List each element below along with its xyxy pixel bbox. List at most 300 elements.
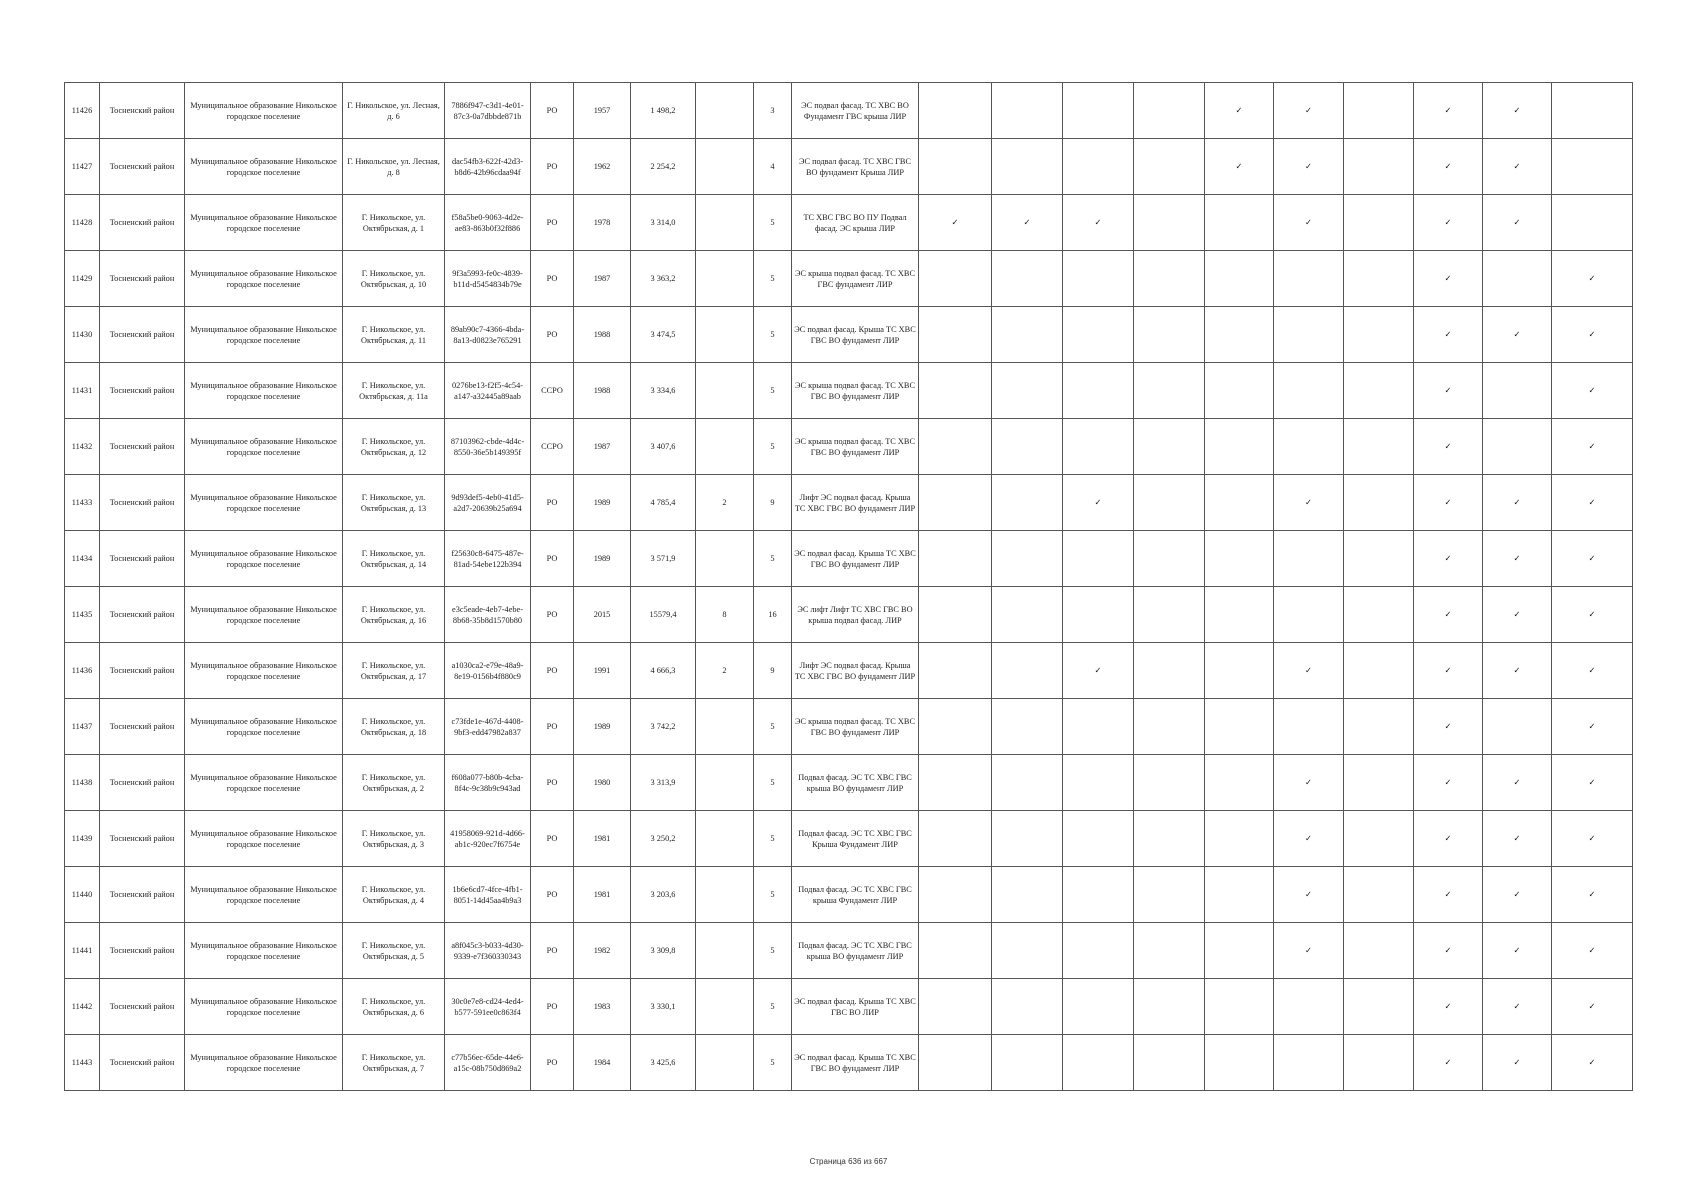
check-cell-7 bbox=[1344, 251, 1414, 307]
row-id-cell: 11443 bbox=[65, 1035, 100, 1091]
checkmark-icon: ✓ bbox=[1414, 83, 1483, 139]
build-year-cell: 1987 bbox=[574, 419, 631, 475]
check-cell-5 bbox=[1205, 475, 1274, 531]
planned-works-cell: Подвал фасад. ЭС ТС ХВС ГВС крыша Фундамент ЛИР bbox=[792, 867, 919, 923]
check-cell-7 bbox=[1344, 587, 1414, 643]
elevator-count-cell bbox=[696, 139, 754, 195]
municipality-cell: Муниципальное образование Никольское городское поселение bbox=[185, 643, 343, 699]
check-cell-5 bbox=[1205, 363, 1274, 419]
address-cell: Г. Никольское, ул. Октябрьская, д. 12 bbox=[343, 419, 445, 475]
check-cell-4 bbox=[1134, 643, 1205, 699]
check-cell-3 bbox=[1063, 755, 1134, 811]
area-cell: 15579,4 bbox=[631, 587, 696, 643]
check-cell-3 bbox=[1063, 419, 1134, 475]
district-cell: Тосненский район bbox=[100, 195, 185, 251]
area-cell: 3 330,1 bbox=[631, 979, 696, 1035]
check-cell-2 bbox=[992, 643, 1063, 699]
checkmark-icon: ✓ bbox=[1205, 139, 1274, 195]
elevator-count-cell bbox=[696, 699, 754, 755]
floors-cell: 9 bbox=[754, 475, 792, 531]
checkmark-icon: ✓ bbox=[1552, 363, 1633, 419]
check-cell-4 bbox=[1134, 1035, 1205, 1091]
elevator-count-cell bbox=[696, 979, 754, 1035]
check-cell-2 bbox=[992, 1035, 1063, 1091]
elevator-count-cell: 8 bbox=[696, 587, 754, 643]
guid-cell: 7886f947-c3d1-4e01-87c3-0a7dbbde871b bbox=[445, 83, 531, 139]
check-cell-4 bbox=[1134, 811, 1205, 867]
check-cell-7 bbox=[1344, 811, 1414, 867]
check-cell-1 bbox=[919, 755, 992, 811]
checkmark-icon: ✓ bbox=[1414, 307, 1483, 363]
checkmark-icon: ✓ bbox=[1483, 587, 1552, 643]
elevator-count-cell bbox=[696, 811, 754, 867]
address-cell: Г. Никольское, ул. Октябрьская, д. 4 bbox=[343, 867, 445, 923]
check-cell-10 bbox=[1552, 139, 1633, 195]
area-cell: 3 334,6 bbox=[631, 363, 696, 419]
check-cell-1 bbox=[919, 643, 992, 699]
checkmark-icon: ✓ bbox=[1414, 531, 1483, 587]
elevator-count-cell bbox=[696, 1035, 754, 1091]
row-id-cell: 11432 bbox=[65, 419, 100, 475]
check-cell-7 bbox=[1344, 979, 1414, 1035]
fund-type-cell: РО bbox=[531, 139, 574, 195]
floors-cell: 5 bbox=[754, 1035, 792, 1091]
elevator-count-cell bbox=[696, 195, 754, 251]
check-cell-2 bbox=[992, 699, 1063, 755]
address-cell: Г. Никольское, ул. Октябрьская, д. 18 bbox=[343, 699, 445, 755]
check-cell-4 bbox=[1134, 419, 1205, 475]
check-cell-3 bbox=[1063, 811, 1134, 867]
table-row bbox=[65, 139, 1633, 195]
row-id-cell: 11437 bbox=[65, 699, 100, 755]
check-cell-10 bbox=[1552, 83, 1633, 139]
check-cell-3 bbox=[1063, 867, 1134, 923]
check-cell-4 bbox=[1134, 587, 1205, 643]
check-cell-5 bbox=[1205, 1035, 1274, 1091]
check-cell-1 bbox=[919, 251, 992, 307]
check-cell-4 bbox=[1134, 699, 1205, 755]
address-cell: Г. Никольское, ул. Октябрьская, д. 1 bbox=[343, 195, 445, 251]
check-cell-4 bbox=[1134, 307, 1205, 363]
municipality-cell: Муниципальное образование Никольское городское поселение bbox=[185, 923, 343, 979]
address-cell: Г. Никольское, ул. Октябрьская, д. 5 bbox=[343, 923, 445, 979]
check-cell-1 bbox=[919, 363, 992, 419]
guid-cell: 0276be13-f2f5-4c54-a147-a32445a89aab bbox=[445, 363, 531, 419]
checkmark-icon: ✓ bbox=[1483, 811, 1552, 867]
check-cell-4 bbox=[1134, 531, 1205, 587]
checkmark-icon: ✓ bbox=[1483, 755, 1552, 811]
check-cell-7 bbox=[1344, 419, 1414, 475]
municipality-cell: Муниципальное образование Никольское городское поселение bbox=[185, 699, 343, 755]
build-year-cell: 1989 bbox=[574, 699, 631, 755]
district-cell: Тосненский район bbox=[100, 531, 185, 587]
municipality-cell: Муниципальное образование Никольское городское поселение bbox=[185, 1035, 343, 1091]
check-cell-7 bbox=[1344, 83, 1414, 139]
check-cell-5 bbox=[1205, 587, 1274, 643]
guid-cell: 87103962-cbde-4d4c-8550-36e5b149395f bbox=[445, 419, 531, 475]
checkmark-icon: ✓ bbox=[1483, 475, 1552, 531]
check-cell-7 bbox=[1344, 867, 1414, 923]
municipality-cell: Муниципальное образование Никольское городское поселение bbox=[185, 755, 343, 811]
municipality-cell: Муниципальное образование Никольское городское поселение bbox=[185, 195, 343, 251]
fund-type-cell: РО bbox=[531, 755, 574, 811]
area-cell: 3 407,6 bbox=[631, 419, 696, 475]
elevator-count-cell bbox=[696, 755, 754, 811]
municipality-cell: Муниципальное образование Никольское городское поселение bbox=[185, 307, 343, 363]
checkmark-icon: ✓ bbox=[1274, 755, 1344, 811]
guid-cell: 1b6e6cd7-4fce-4fb1-8051-14d45aa4b9a3 bbox=[445, 867, 531, 923]
elevator-count-cell bbox=[696, 251, 754, 307]
check-cell-3 bbox=[1063, 139, 1134, 195]
check-cell-3 bbox=[1063, 83, 1134, 139]
table-row bbox=[65, 587, 1633, 643]
check-cell-2 bbox=[992, 531, 1063, 587]
floors-cell: 4 bbox=[754, 139, 792, 195]
table-row bbox=[65, 1035, 1633, 1091]
checkmark-icon: ✓ bbox=[1274, 83, 1344, 139]
planned-works-cell: ТС ХВС ГВС ВО ПУ Подвал фасад. ЭС крыша ЛИР bbox=[792, 195, 919, 251]
check-cell-2 bbox=[992, 867, 1063, 923]
check-cell-4 bbox=[1134, 139, 1205, 195]
checkmark-icon: ✓ bbox=[1552, 475, 1633, 531]
check-cell-10 bbox=[1552, 195, 1633, 251]
build-year-cell: 1989 bbox=[574, 475, 631, 531]
table-row bbox=[65, 83, 1633, 139]
district-cell: Тосненский район bbox=[100, 811, 185, 867]
check-cell-1 bbox=[919, 419, 992, 475]
checkmark-icon: ✓ bbox=[1483, 867, 1552, 923]
checkmark-icon: ✓ bbox=[1063, 195, 1134, 251]
fund-type-cell: РО bbox=[531, 251, 574, 307]
row-id-cell: 11435 bbox=[65, 587, 100, 643]
address-cell: Г. Никольское, ул. Октябрьская, д. 13 bbox=[343, 475, 445, 531]
check-cell-3 bbox=[1063, 307, 1134, 363]
floors-cell: 3 bbox=[754, 83, 792, 139]
guid-cell: c77b56ec-65de-44e6-a15c-08b750d869a2 bbox=[445, 1035, 531, 1091]
municipality-cell: Муниципальное образование Никольское городское поселение bbox=[185, 811, 343, 867]
address-cell: Г. Никольское, ул. Октябрьская, д. 16 bbox=[343, 587, 445, 643]
check-cell-2 bbox=[992, 923, 1063, 979]
row-id-cell: 11430 bbox=[65, 307, 100, 363]
guid-cell: f608a077-b80b-4cba-8f4c-9c38b9c943ad bbox=[445, 755, 531, 811]
check-cell-7 bbox=[1344, 755, 1414, 811]
floors-cell: 5 bbox=[754, 531, 792, 587]
area-cell: 3 313,9 bbox=[631, 755, 696, 811]
check-cell-1 bbox=[919, 923, 992, 979]
check-cell-5 bbox=[1205, 755, 1274, 811]
planned-works-cell: ЭС подвал фасад. ТС ХВС ГВС ВО фундамент Крыша ЛИР bbox=[792, 139, 919, 195]
municipality-cell: Муниципальное образование Никольское городское поселение bbox=[185, 531, 343, 587]
check-cell-5 bbox=[1205, 643, 1274, 699]
elevator-count-cell bbox=[696, 419, 754, 475]
build-year-cell: 1981 bbox=[574, 811, 631, 867]
check-cell-7 bbox=[1344, 699, 1414, 755]
guid-cell: f25630c8-6475-487e-81ad-54ebe122b394 bbox=[445, 531, 531, 587]
check-cell-7 bbox=[1344, 531, 1414, 587]
fund-type-cell: РО bbox=[531, 83, 574, 139]
check-cell-2 bbox=[992, 587, 1063, 643]
district-cell: Тосненский район bbox=[100, 251, 185, 307]
checkmark-icon: ✓ bbox=[1414, 363, 1483, 419]
district-cell: Тосненский район bbox=[100, 419, 185, 475]
fund-type-cell: РО bbox=[531, 811, 574, 867]
row-id-cell: 11427 bbox=[65, 139, 100, 195]
build-year-cell: 2015 bbox=[574, 587, 631, 643]
build-year-cell: 1982 bbox=[574, 923, 631, 979]
check-cell-9 bbox=[1483, 699, 1552, 755]
district-cell: Тосненский район bbox=[100, 699, 185, 755]
check-cell-4 bbox=[1134, 867, 1205, 923]
area-cell: 3 309,8 bbox=[631, 923, 696, 979]
checkmark-icon: ✓ bbox=[1414, 643, 1483, 699]
planned-works-cell: Лифт ЭС подвал фасад. Крыша ТС ХВС ГВС ВО фундамент ЛИР bbox=[792, 643, 919, 699]
planned-works-cell: Лифт ЭС подвал фасад. Крыша ТС ХВС ГВС ВО фундамент ЛИР bbox=[792, 475, 919, 531]
check-cell-6 bbox=[1274, 979, 1344, 1035]
fund-type-cell: РО bbox=[531, 643, 574, 699]
check-cell-7 bbox=[1344, 643, 1414, 699]
floors-cell: 5 bbox=[754, 755, 792, 811]
table-row bbox=[65, 251, 1633, 307]
municipality-cell: Муниципальное образование Никольское городское поселение bbox=[185, 867, 343, 923]
check-cell-2 bbox=[992, 139, 1063, 195]
check-cell-2 bbox=[992, 811, 1063, 867]
area-cell: 3 474,5 bbox=[631, 307, 696, 363]
checkmark-icon: ✓ bbox=[1483, 531, 1552, 587]
build-year-cell: 1962 bbox=[574, 139, 631, 195]
planned-works-cell: ЭС лифт Лифт ТС ХВС ГВС ВО крыша подвал фасад. ЛИР bbox=[792, 587, 919, 643]
checkmark-icon: ✓ bbox=[1414, 755, 1483, 811]
row-id-cell: 11439 bbox=[65, 811, 100, 867]
elevator-count-cell bbox=[696, 307, 754, 363]
fund-type-cell: РО bbox=[531, 699, 574, 755]
checkmark-icon: ✓ bbox=[1414, 139, 1483, 195]
checkmark-icon: ✓ bbox=[1274, 923, 1344, 979]
row-id-cell: 11436 bbox=[65, 643, 100, 699]
area-cell: 3 314,0 bbox=[631, 195, 696, 251]
check-cell-5 bbox=[1205, 811, 1274, 867]
guid-cell: f58a5be0-9063-4d2e-ae83-863b0f32f886 bbox=[445, 195, 531, 251]
row-id-cell: 11441 bbox=[65, 923, 100, 979]
checkmark-icon: ✓ bbox=[1274, 867, 1344, 923]
row-id-cell: 11433 bbox=[65, 475, 100, 531]
floors-cell: 16 bbox=[754, 587, 792, 643]
checkmark-icon: ✓ bbox=[1552, 251, 1633, 307]
elevator-count-cell: 2 bbox=[696, 475, 754, 531]
guid-cell: c73fde1e-467d-4408-9bf3-edd47982a837 bbox=[445, 699, 531, 755]
district-cell: Тосненский район bbox=[100, 139, 185, 195]
address-cell: Г. Никольское, ул. Лесная, д. 6 bbox=[343, 83, 445, 139]
planned-works-cell: ЭС крыша подвал фасад. ТС ХВС ГВС ВО фундамент ЛИР bbox=[792, 419, 919, 475]
check-cell-2 bbox=[992, 251, 1063, 307]
elevator-count-cell bbox=[696, 363, 754, 419]
checkmark-icon: ✓ bbox=[1483, 643, 1552, 699]
row-id-cell: 11428 bbox=[65, 195, 100, 251]
district-cell: Тосненский район bbox=[100, 83, 185, 139]
check-cell-9 bbox=[1483, 419, 1552, 475]
checkmark-icon: ✓ bbox=[1552, 979, 1633, 1035]
check-cell-7 bbox=[1344, 195, 1414, 251]
check-cell-4 bbox=[1134, 83, 1205, 139]
planned-works-cell: ЭС подвал фасад. Крыша ТС ХВС ГВС ВО фундамент ЛИР bbox=[792, 307, 919, 363]
planned-works-cell: Подвал фасад. ЭС ТС ХВС ГВС крыша ВО фундамент ЛИР bbox=[792, 923, 919, 979]
checkmark-icon: ✓ bbox=[1552, 587, 1633, 643]
guid-cell: 9f3a5993-fe0c-4839-b11d-d5454834b79e bbox=[445, 251, 531, 307]
municipality-cell: Муниципальное образование Никольское городское поселение bbox=[185, 587, 343, 643]
address-cell: Г. Никольское, ул. Октябрьская, д. 11а bbox=[343, 363, 445, 419]
district-cell: Тосненский район bbox=[100, 867, 185, 923]
checkmark-icon: ✓ bbox=[1063, 475, 1134, 531]
row-id-cell: 11434 bbox=[65, 531, 100, 587]
address-cell: Г. Никольское, ул. Октябрьская, д. 17 bbox=[343, 643, 445, 699]
check-cell-2 bbox=[992, 307, 1063, 363]
check-cell-5 bbox=[1205, 419, 1274, 475]
checkmark-icon: ✓ bbox=[1274, 139, 1344, 195]
build-year-cell: 1989 bbox=[574, 531, 631, 587]
check-cell-5 bbox=[1205, 699, 1274, 755]
area-cell: 3 203,6 bbox=[631, 867, 696, 923]
guid-cell: e3c5eade-4eb7-4ebe-8b68-35b8d1570b80 bbox=[445, 587, 531, 643]
area-cell: 4 666,3 bbox=[631, 643, 696, 699]
check-cell-7 bbox=[1344, 1035, 1414, 1091]
table-row bbox=[65, 307, 1633, 363]
check-cell-1 bbox=[919, 811, 992, 867]
table-row bbox=[65, 195, 1633, 251]
check-cell-1 bbox=[919, 1035, 992, 1091]
checkmark-icon: ✓ bbox=[1414, 867, 1483, 923]
check-cell-1 bbox=[919, 979, 992, 1035]
guid-cell: a1030ca2-e79e-48a9-8e19-0156b4f880c9 bbox=[445, 643, 531, 699]
fund-type-cell: РО bbox=[531, 531, 574, 587]
checkmark-icon: ✓ bbox=[1414, 699, 1483, 755]
fund-type-cell: РО bbox=[531, 923, 574, 979]
guid-cell: 30c0e7e8-cd24-4ed4-b577-591ee0c863f4 bbox=[445, 979, 531, 1035]
fund-type-cell: РО bbox=[531, 979, 574, 1035]
checkmark-icon: ✓ bbox=[1483, 195, 1552, 251]
check-cell-3 bbox=[1063, 531, 1134, 587]
checkmark-icon: ✓ bbox=[919, 195, 992, 251]
checkmark-icon: ✓ bbox=[1483, 923, 1552, 979]
check-cell-4 bbox=[1134, 755, 1205, 811]
guid-cell: 41958069-921d-4d66-ab1c-920ec7f6754e bbox=[445, 811, 531, 867]
elevator-count-cell: 2 bbox=[696, 643, 754, 699]
check-cell-3 bbox=[1063, 363, 1134, 419]
check-cell-5 bbox=[1205, 307, 1274, 363]
check-cell-2 bbox=[992, 419, 1063, 475]
row-id-cell: 11431 bbox=[65, 363, 100, 419]
check-cell-4 bbox=[1134, 195, 1205, 251]
checkmark-icon: ✓ bbox=[1274, 811, 1344, 867]
floors-cell: 5 bbox=[754, 811, 792, 867]
elevator-count-cell bbox=[696, 923, 754, 979]
check-cell-7 bbox=[1344, 923, 1414, 979]
checkmark-icon: ✓ bbox=[1552, 531, 1633, 587]
checkmark-icon: ✓ bbox=[1483, 979, 1552, 1035]
floors-cell: 5 bbox=[754, 363, 792, 419]
area-cell: 3 742,2 bbox=[631, 699, 696, 755]
table-row bbox=[65, 699, 1633, 755]
district-cell: Тосненский район bbox=[100, 643, 185, 699]
table-row bbox=[65, 811, 1633, 867]
table-row bbox=[65, 979, 1633, 1035]
checkmark-icon: ✓ bbox=[1552, 699, 1633, 755]
checkmark-icon: ✓ bbox=[1483, 83, 1552, 139]
district-cell: Тосненский район bbox=[100, 587, 185, 643]
address-cell: Г. Никольское, ул. Октябрьская, д. 7 bbox=[343, 1035, 445, 1091]
check-cell-3 bbox=[1063, 979, 1134, 1035]
municipality-cell: Муниципальное образование Никольское городское поселение bbox=[185, 363, 343, 419]
check-cell-3 bbox=[1063, 699, 1134, 755]
table-row bbox=[65, 531, 1633, 587]
district-cell: Тосненский район bbox=[100, 923, 185, 979]
fund-type-cell: РО bbox=[531, 307, 574, 363]
floors-cell: 5 bbox=[754, 251, 792, 307]
fund-type-cell: РО bbox=[531, 587, 574, 643]
row-id-cell: 11438 bbox=[65, 755, 100, 811]
municipality-cell: Муниципальное образование Никольское городское поселение bbox=[185, 83, 343, 139]
guid-cell: a8f045c3-b033-4d30-9339-e7f360330343 bbox=[445, 923, 531, 979]
build-year-cell: 1984 bbox=[574, 1035, 631, 1091]
build-year-cell: 1987 bbox=[574, 251, 631, 307]
check-cell-9 bbox=[1483, 363, 1552, 419]
check-cell-7 bbox=[1344, 139, 1414, 195]
check-cell-2 bbox=[992, 979, 1063, 1035]
district-cell: Тосненский район bbox=[100, 979, 185, 1035]
check-cell-3 bbox=[1063, 923, 1134, 979]
check-cell-2 bbox=[992, 83, 1063, 139]
municipality-cell: Муниципальное образование Никольское городское поселение bbox=[185, 139, 343, 195]
district-cell: Тосненский район bbox=[100, 363, 185, 419]
checkmark-icon: ✓ bbox=[992, 195, 1063, 251]
fund-type-cell: РО bbox=[531, 195, 574, 251]
check-cell-1 bbox=[919, 587, 992, 643]
checkmark-icon: ✓ bbox=[1414, 979, 1483, 1035]
area-cell: 3 363,2 bbox=[631, 251, 696, 307]
checkmark-icon: ✓ bbox=[1414, 1035, 1483, 1091]
fund-type-cell: ССРО bbox=[531, 363, 574, 419]
checkmark-icon: ✓ bbox=[1274, 475, 1344, 531]
address-cell: Г. Никольское, ул. Октябрьская, д. 14 bbox=[343, 531, 445, 587]
fund-type-cell: РО bbox=[531, 475, 574, 531]
build-year-cell: 1988 bbox=[574, 307, 631, 363]
check-cell-9 bbox=[1483, 251, 1552, 307]
planned-works-cell: ЭС крыша подвал фасад. ТС ХВС ГВС ВО фундамент ЛИР bbox=[792, 363, 919, 419]
check-cell-4 bbox=[1134, 923, 1205, 979]
checkmark-icon: ✓ bbox=[1414, 923, 1483, 979]
table-row bbox=[65, 923, 1633, 979]
build-year-cell: 1983 bbox=[574, 979, 631, 1035]
checkmark-icon: ✓ bbox=[1483, 1035, 1552, 1091]
check-cell-6 bbox=[1274, 251, 1344, 307]
checkmark-icon: ✓ bbox=[1552, 755, 1633, 811]
fund-type-cell: РО bbox=[531, 1035, 574, 1091]
floors-cell: 5 bbox=[754, 867, 792, 923]
checkmark-icon: ✓ bbox=[1414, 419, 1483, 475]
row-id-cell: 11426 bbox=[65, 83, 100, 139]
planned-works-cell: ЭС крыша подвал фасад. ТС ХВС ГВС фундамент ЛИР bbox=[792, 251, 919, 307]
table-row bbox=[65, 643, 1633, 699]
checkmark-icon: ✓ bbox=[1552, 1035, 1633, 1091]
planned-works-cell: Подвал фасад. ЭС ТС ХВС ГВС Крыша Фундамент ЛИР bbox=[792, 811, 919, 867]
check-cell-7 bbox=[1344, 363, 1414, 419]
floors-cell: 5 bbox=[754, 419, 792, 475]
table-body bbox=[65, 83, 1633, 1091]
floors-cell: 5 bbox=[754, 699, 792, 755]
guid-cell: 89ab90c7-4366-4bda-8a13-d0823e765291 bbox=[445, 307, 531, 363]
elevator-count-cell bbox=[696, 531, 754, 587]
checkmark-icon: ✓ bbox=[1205, 83, 1274, 139]
check-cell-1 bbox=[919, 475, 992, 531]
checkmark-icon: ✓ bbox=[1483, 139, 1552, 195]
